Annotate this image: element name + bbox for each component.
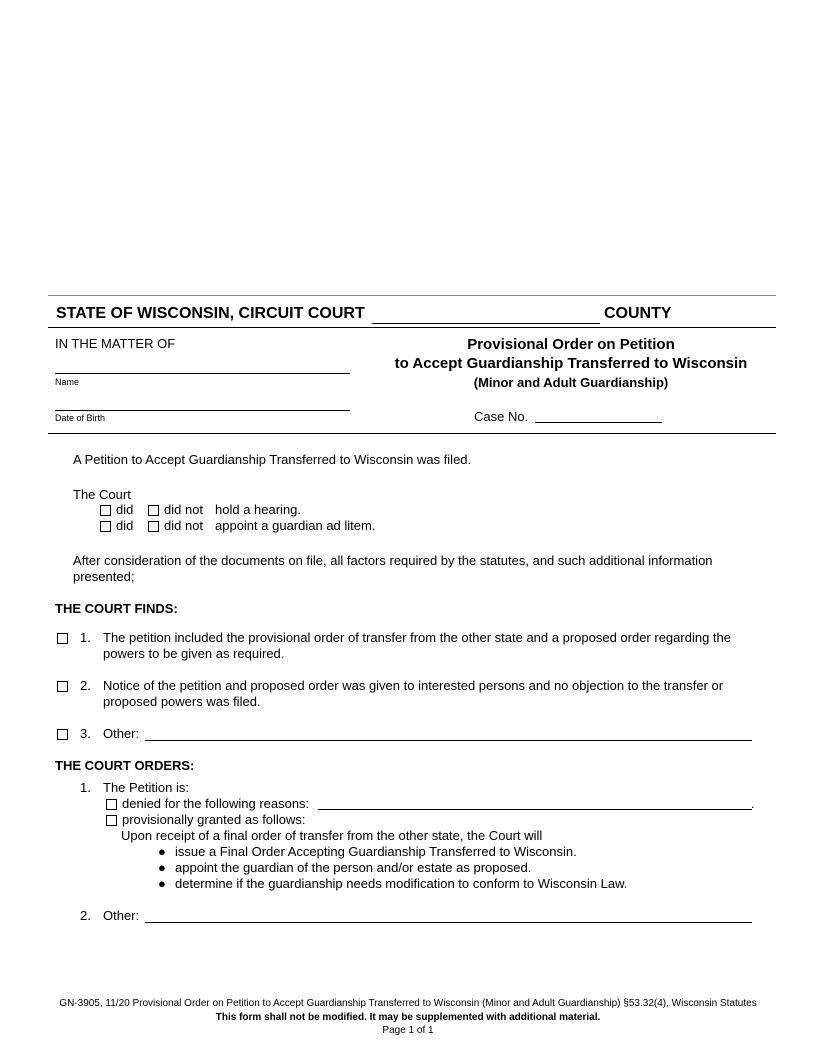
gal-did-label: did bbox=[116, 518, 134, 533]
finding-1-line1: The petition included the provisional order of transfer from the other state and a proposed order regarding the bbox=[103, 630, 731, 645]
gal-did-not-label: did not bbox=[164, 518, 204, 533]
gal-did-checkbox[interactable] bbox=[100, 521, 111, 532]
petition-filed-text: A Petition to Accept Guardianship Transferred to Wisconsin was filed. bbox=[73, 452, 472, 467]
finding-2-line1: Notice of the petition and proposed order was given to interested persons and no objection to the transfer or bbox=[103, 678, 724, 693]
appoint-gal-text: appoint a guardian ad litem. bbox=[215, 518, 376, 533]
county-label: COUNTY bbox=[604, 305, 672, 322]
hearing-did-checkbox[interactable] bbox=[100, 505, 111, 516]
hold-hearing-text: hold a hearing. bbox=[215, 502, 302, 517]
name-label: Name bbox=[55, 377, 80, 387]
finding-3-checkbox[interactable] bbox=[57, 729, 68, 740]
hearing-did-not-label: did not bbox=[164, 502, 204, 517]
finding-1-checkbox[interactable] bbox=[57, 633, 68, 644]
finding-2-line2: proposed powers was filed. bbox=[103, 694, 261, 709]
granted-label: provisionally granted as follows: bbox=[122, 812, 306, 827]
after-consideration-line2: presented; bbox=[73, 569, 135, 584]
order-bullet-2: appoint the guardian of the person and/or estate as proposed. bbox=[175, 860, 532, 875]
form-title-line3: (Minor and Adult Guardianship) bbox=[473, 375, 669, 390]
upon-receipt-text: Upon receipt of a final order of transfer from the other state, the Court will bbox=[121, 828, 543, 843]
footer-notice: This form shall not be modified. It may be supplemented with additional material. bbox=[215, 1012, 601, 1023]
dob-label: Date of Birth bbox=[55, 413, 106, 423]
bullet-icon: ● bbox=[158, 860, 166, 875]
hearing-did-label: did bbox=[116, 502, 134, 517]
finding-3-other-label: Other: bbox=[103, 726, 140, 741]
finding-1-number: 1. bbox=[80, 630, 91, 645]
order-bullet-3: determine if the guardianship needs modification to conform to Wisconsin Law. bbox=[175, 876, 628, 891]
finding-2-number: 2. bbox=[80, 678, 91, 693]
case-no-field[interactable] bbox=[535, 422, 662, 423]
top-rule bbox=[48, 295, 776, 296]
after-consideration-line1: After consideration of the documents on file, all factors required by the statutes, and such additional information bbox=[73, 553, 713, 568]
order-2-other-field[interactable] bbox=[145, 922, 752, 923]
order-2-other-label: Other: bbox=[103, 908, 140, 923]
denied-period: . bbox=[751, 796, 755, 811]
form-title-line1: Provisional Order on Petition bbox=[467, 336, 675, 353]
order-1-number: 1. bbox=[80, 780, 91, 795]
state-court-heading: STATE OF WISCONSIN, CIRCUIT COURT bbox=[56, 305, 365, 322]
court-finds-heading: THE COURT FINDS: bbox=[55, 601, 178, 616]
finding-3-number: 3. bbox=[80, 726, 91, 741]
footer-form-id: GN-3905, 11/20 Provisional Order on Petition to Accept Guardianship Transferred to Wisconsin (Minor and Adult Guardianship) §53.32(4), Wisconsin Statutes bbox=[59, 998, 757, 1009]
the-court-label: The Court bbox=[73, 487, 131, 502]
caption-rule bbox=[48, 433, 776, 434]
name-field[interactable] bbox=[55, 373, 350, 374]
dob-field[interactable] bbox=[55, 410, 350, 411]
county-field[interactable] bbox=[372, 323, 600, 324]
finding-2-checkbox[interactable] bbox=[57, 681, 68, 692]
case-no-label: Case No. bbox=[474, 409, 529, 424]
denied-checkbox[interactable] bbox=[106, 799, 117, 810]
gal-did-not-checkbox[interactable] bbox=[148, 521, 159, 532]
granted-checkbox[interactable] bbox=[106, 815, 117, 826]
order-1-label: The Petition is: bbox=[103, 780, 189, 795]
in-the-matter-of: IN THE MATTER OF bbox=[55, 336, 176, 351]
bullet-icon: ● bbox=[158, 876, 166, 891]
bullet-icon: ● bbox=[158, 844, 166, 859]
form-title-line2: to Accept Guardianship Transferred to Wisconsin bbox=[394, 355, 748, 372]
court-orders-heading: THE COURT ORDERS: bbox=[55, 758, 195, 773]
finding-1-line2: powers to be given as required. bbox=[103, 646, 285, 661]
finding-3-other-field[interactable] bbox=[145, 740, 752, 741]
denied-label: denied for the following reasons: bbox=[122, 796, 310, 811]
footer-page-number: Page 1 of 1 bbox=[382, 1025, 434, 1036]
header-rule bbox=[48, 327, 776, 328]
order-bullet-1: issue a Final Order Accepting Guardianship Transferred to Wisconsin. bbox=[175, 844, 577, 859]
hearing-did-not-checkbox[interactable] bbox=[148, 505, 159, 516]
order-2-number: 2. bbox=[80, 908, 91, 923]
denied-reasons-field[interactable] bbox=[318, 809, 752, 810]
